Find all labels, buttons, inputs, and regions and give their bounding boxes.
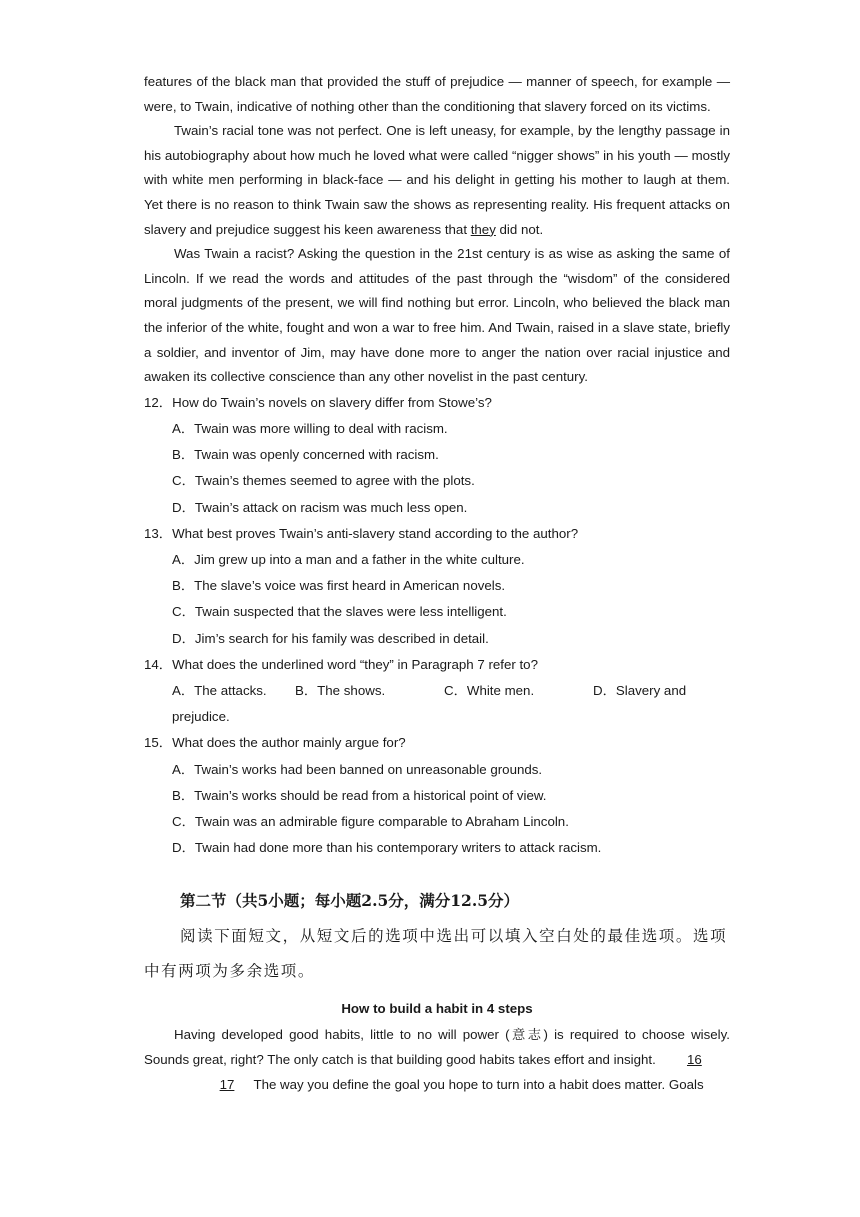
option-b: B．The shows.	[295, 682, 386, 698]
option-b: B．The slave’s voice was first heard in American novels.	[172, 578, 506, 594]
blank-16: 16	[686, 1051, 702, 1067]
blank-17: 17	[219, 1076, 235, 1092]
option-d: D．Jim’s search for his family was described in detail.	[172, 630, 489, 646]
option-a: A．The attacks.	[172, 682, 267, 698]
paragraph-7	[144, 119, 730, 242]
section-title: 第二节（共5小题；每小题2.5分，满分12.5分）	[180, 891, 520, 911]
option-a: A．Twain’s works had been banned on unreasonable grounds.	[172, 761, 543, 777]
paragraph-continued: features of the black man that provided the stuff of prejudice — manner of speech, for example — were, to Twain, indicative of nothing other than the conditioning that slavery forced on its victims.	[144, 74, 730, 114]
question-stem: 14．What does the underlined word “they” in Paragraph 7 refer to?	[144, 656, 538, 672]
option-d: D．Twain’s attack on racism was much less open.	[172, 499, 468, 515]
option-d: D．Twain had done more than his contemporary writers to attack racism.	[172, 840, 602, 856]
article-text-continued: The way you define the goal you hope to turn into a habit does matter. Goals	[250, 1076, 704, 1092]
document-page	[144, 70, 730, 1097]
option-a: A．Jim grew up into a man and a father in the white culture.	[172, 551, 525, 567]
option-b: B．Twain was openly concerned with racism.	[172, 447, 439, 463]
paragraph-7-text: Twain’s racial tone was not perfect. One is left uneasy, for example, by the lengthy passage in his autobiography about how much he loved what were called “nigger shows” in his youth — mostly with white men performing in black-face — and his delight in getting his mother to laugh at them. Yet there is no reason to think Twain saw the shows as representing reality. His frequent attacks on slavery and prejudice suggest his keen awareness that	[144, 123, 730, 237]
underlined-word-they: they	[470, 221, 496, 237]
article-text: Having developed good habits, little to no will power (意志) is required to choose wisely. Sounds great, right? The only catch is that building good habits takes effort and insight.	[144, 1027, 730, 1067]
option-d-continued: prejudice.	[172, 709, 230, 725]
question-14	[144, 652, 730, 731]
option-c: C．Twain was an admirable figure comparable to Abraham Lincoln.	[172, 813, 569, 829]
question-stem: 15．What does the author mainly argue for?	[144, 735, 406, 751]
article-title: How to build a habit in 4 steps	[341, 1001, 533, 1017]
section-instruction: 阅读下面短文，从短文后的选项中选出可以填入空白处的最佳选项。选项中有两项为多余选项。	[144, 927, 728, 981]
paragraph-8: Was Twain a racist? Asking the question in the 21st century is as wise as asking the same of Lincoln. If we read the words and attitudes of the past through the “wisdom” of the considered moral judgments of the present, we will find nothing but error. Lincoln, who believed the black man the inferior of the white, fought and won a war to free him. And Twain, raised in a slave state, briefly a soldier, and inventor of Jim, may have done more to anger the nation over racial injustice and awaken its collective conscience than any other novelist in the past century.	[144, 246, 730, 385]
option-b: B．Twain’s works should be read from a historical point of view.	[172, 787, 547, 803]
question-15	[144, 730, 730, 861]
paragraph-7-end: did not.	[495, 221, 544, 237]
question-12	[144, 390, 730, 521]
article-paragraph-1	[144, 1023, 730, 1097]
question-stem: 12．How do Twain’s novels on slavery differ from Stowe’s?	[144, 394, 492, 410]
option-a: A．Twain was more willing to deal with racism.	[172, 420, 448, 436]
question-13	[144, 521, 730, 652]
question-stem: 13．What best proves Twain’s anti-slavery stand according to the author?	[144, 525, 579, 541]
option-c: C．Twain’s themes seemed to agree with the plots.	[172, 473, 475, 489]
option-c: C．Twain suspected that the slaves were less intelligent.	[172, 604, 507, 620]
options-row	[172, 678, 730, 704]
option-d: D．Slavery and	[593, 682, 687, 698]
option-c: C．White men.	[444, 682, 535, 698]
